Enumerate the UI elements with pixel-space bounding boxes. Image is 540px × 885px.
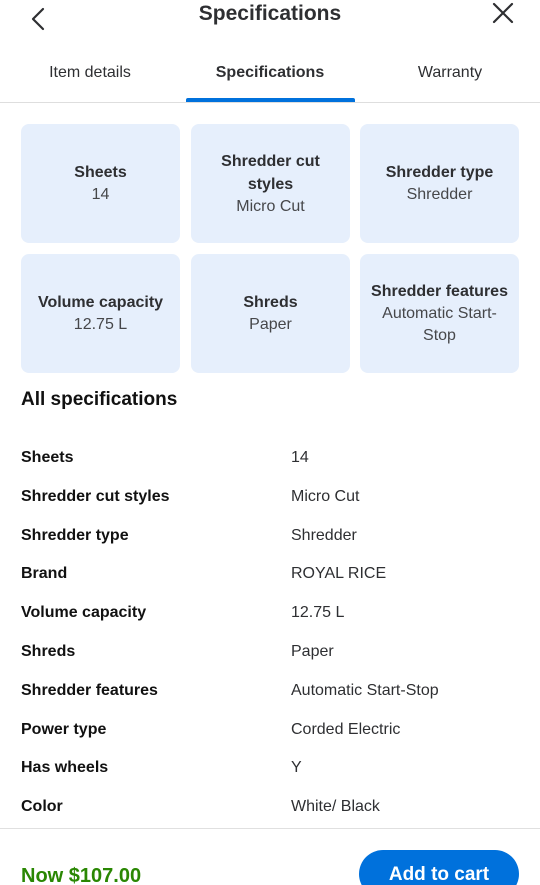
spec-row: [21, 595, 519, 634]
spec-value: Automatic Start-Stop: [291, 681, 439, 699]
all-specifications-heading: All specifications: [21, 389, 178, 410]
tab-warranty[interactable]: Warranty: [417, 64, 483, 81]
spec-key: Volume capacity: [21, 604, 147, 622]
spec-key: Has wheels: [21, 759, 109, 777]
highlight-card-value: Shredder: [406, 186, 473, 203]
spec-row: [21, 750, 519, 789]
highlight-card-title: Shredder cut styles: [221, 152, 320, 193]
spec-key: Color: [21, 798, 63, 816]
highlight-card-shreds: [191, 254, 350, 373]
spec-value: Corded Electric: [291, 720, 401, 738]
spec-key: Sheets: [21, 449, 74, 466]
price-label: Now $107.00: [21, 865, 142, 885]
spec-value: White/ Black: [291, 798, 380, 816]
highlight-card-title: Volume capacity: [37, 294, 164, 311]
spec-key: Brand: [21, 565, 68, 583]
spec-key: Shredder features: [21, 681, 158, 699]
highlight-card-value: Automatic Start-Stop: [382, 305, 497, 344]
spec-row: [21, 634, 519, 673]
highlight-card-title: Sheets: [74, 164, 127, 181]
highlight-card-value: Micro Cut: [236, 197, 305, 215]
spec-value: Shredder: [291, 526, 357, 544]
spec-row: [21, 440, 519, 479]
highlight-card-title: Shredder type: [385, 164, 494, 181]
spec-value: Y: [291, 759, 302, 777]
spec-row: [21, 518, 519, 557]
highlight-cards: [21, 124, 519, 374]
spec-row: [21, 673, 519, 712]
highlight-card-title: Shreds: [243, 294, 298, 311]
highlight-card-shredder-type: [360, 124, 519, 243]
spec-row: [21, 556, 519, 595]
spec-row: [21, 712, 519, 751]
highlight-card-title: Shredder features: [371, 283, 508, 300]
spec-value: 14: [291, 449, 309, 466]
spec-key: Power type: [21, 720, 107, 738]
tab-item-details[interactable]: Item details: [49, 64, 131, 81]
spec-key: Shreds: [21, 642, 76, 660]
highlight-card-value: 14: [91, 186, 110, 203]
spec-row: [21, 479, 519, 518]
spec-value: Paper: [291, 642, 334, 660]
add-to-cart-button[interactable]: Add to cart: [359, 850, 519, 885]
specifications-table: [21, 440, 519, 828]
spec-row: [21, 789, 519, 828]
sticky-footer: [0, 828, 540, 885]
spec-value: 12.75 L: [291, 604, 345, 622]
spec-key: Shredder type: [21, 526, 129, 544]
highlight-card-value: 12.75 L: [73, 316, 128, 333]
tab-bar: [0, 56, 540, 103]
tab-specifications[interactable]: Specifications: [215, 64, 325, 81]
spec-key: Shredder cut styles: [21, 487, 170, 505]
spec-value: ROYAL RICE: [291, 565, 387, 583]
highlight-card-volume-capacity: [21, 254, 180, 373]
spec-value: Micro Cut: [291, 487, 360, 505]
highlight-card-cut-styles: [191, 124, 350, 243]
header: [0, 0, 540, 40]
highlight-card-features: [360, 254, 519, 373]
active-tab-indicator: [186, 98, 355, 102]
highlight-card-value: Paper: [249, 316, 292, 333]
close-button[interactable]: [488, 0, 518, 28]
page-title: Specifications: [198, 2, 342, 25]
highlight-card-sheets: [21, 124, 180, 243]
close-icon: [488, 0, 518, 28]
